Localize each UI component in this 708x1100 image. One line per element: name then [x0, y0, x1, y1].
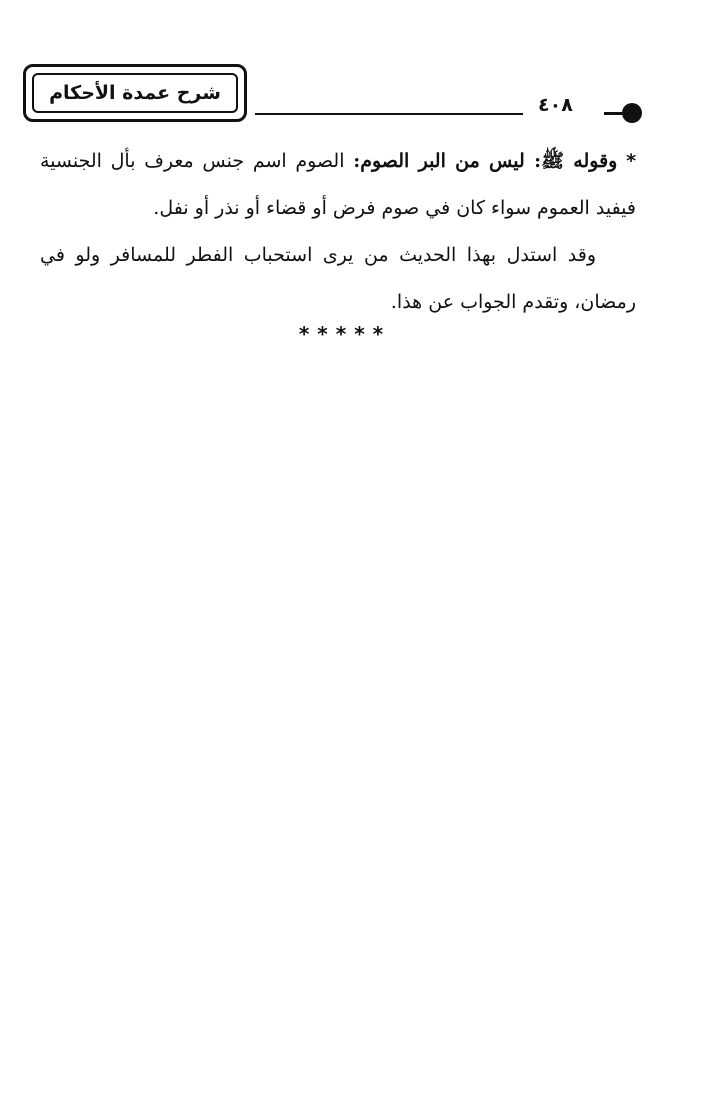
paragraph-1	[40, 138, 636, 232]
paragraph-2	[40, 232, 636, 326]
book-title-frame	[32, 73, 238, 113]
header-rule	[255, 113, 523, 115]
page-number: ٤٠٨	[538, 94, 573, 116]
body-text	[40, 138, 636, 326]
paragraph-1-text: الصوم اسم جنس معرف بأل الجنسية فيفيد العموم سواء كان في صوم فرض أو قضاء أو نذر أو نفل.	[40, 150, 636, 219]
book-title-box	[23, 64, 247, 122]
paragraph-2-text: وقد استدل بهذا الحديث من يرى استحباب الفطر للمسافر ولو في رمضان، وتقدم الجواب عن هذا.	[40, 244, 636, 313]
paragraph-star: *	[626, 150, 636, 172]
section-separator: *****	[298, 322, 392, 346]
hadith-lead: وقوله ﷺ: ليس من البر الصوم:	[353, 150, 618, 172]
bullet-line	[604, 112, 624, 115]
bullet-dot	[622, 103, 642, 123]
book-title: شرح عمدة الأحكام	[49, 81, 221, 104]
